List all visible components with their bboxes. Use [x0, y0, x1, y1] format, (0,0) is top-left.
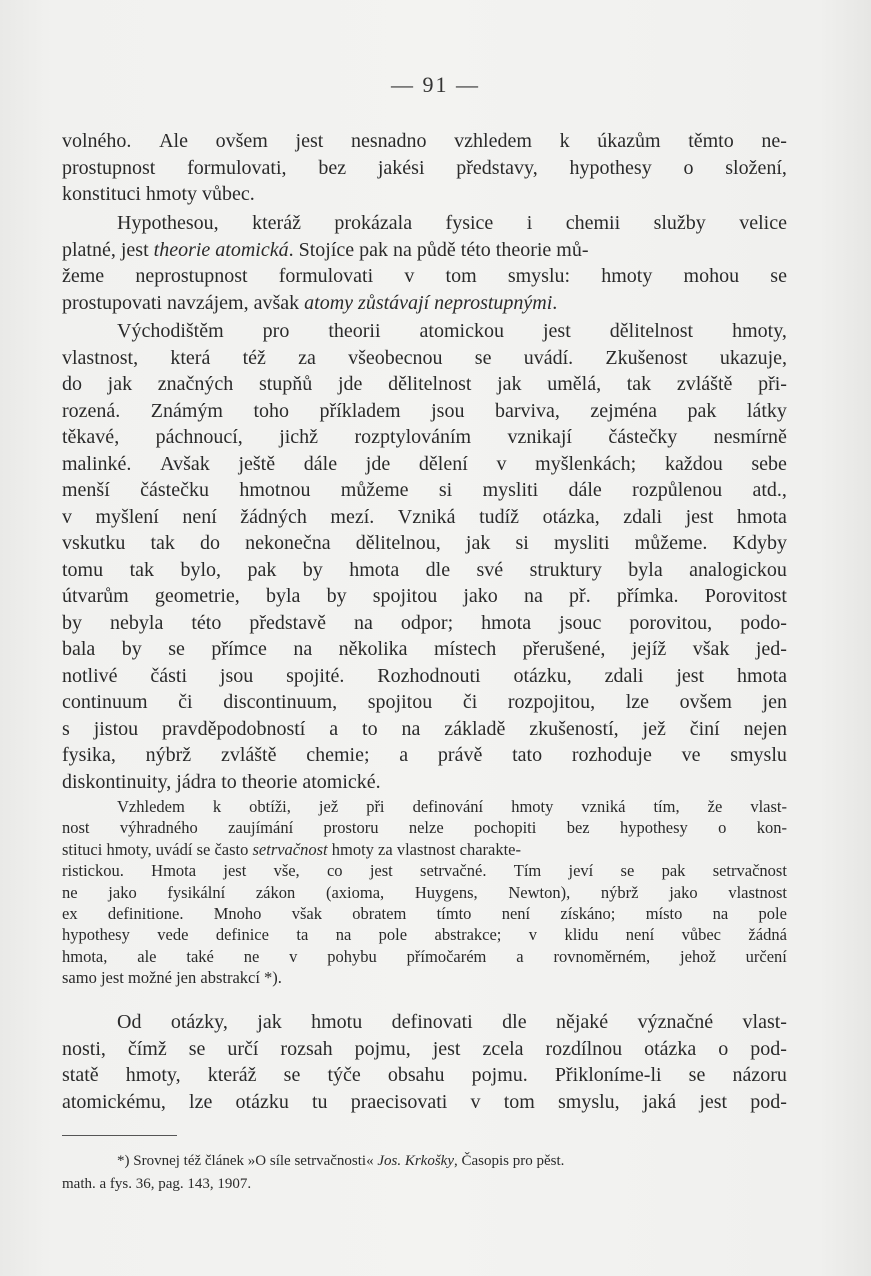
- text-line: volného. Ale ovšem jest nesnadno vzhledem k úkazům těmto ne-: [62, 130, 787, 152]
- text-line: Východištěm pro theorii atomickou jest dělitelnost hmoty,: [117, 320, 787, 342]
- text-line: Od otázky, jak hmotu definovati dle nějaké význačné vlast-: [117, 1011, 787, 1033]
- text-line: konstituci hmoty vůbec.: [62, 183, 255, 205]
- emphasis-text: theorie atomická: [153, 238, 289, 261]
- page-number: — 91 —: [391, 72, 480, 97]
- text-line: fysika, nýbrž zvláště chemie; a právě tato rozhoduje ve smyslu: [62, 744, 787, 766]
- text-line: ristickou. Hmota jest vše, co jest setrvačné. Tím jeví se pak setrvačnost: [62, 861, 787, 881]
- text-line: útvarům geometrie, byla by spojitou jako na př. přímka. Porovitost: [62, 585, 787, 607]
- text-line: math. a fys. 36, pag. 143, 1907.: [62, 1176, 252, 1192]
- text-line: platné, jest theorie atomická. Stojíce pak na půdě této theorie mů-: [62, 238, 589, 261]
- text-line: by nebyla této představě na odpor; hmota jsouc porovitou, podo-: [62, 611, 787, 634]
- footnote: [62, 1150, 787, 1196]
- emphasis-text: Jos. Krkošky: [377, 1153, 454, 1169]
- text-line: menší částečku hmotnou můžeme si mysliti dále rozpůlenou atd.,: [62, 479, 787, 501]
- text-line: do jak značných stupňů jde dělitelnost jak umělá, tak zvláště při-: [62, 373, 787, 395]
- text-line: hmota, ale také ne v pohybu přímočarém a rovnoměrném, jehož určení: [62, 946, 787, 966]
- text-line: v myšlení není žádných mezí. Vzniká tudíž otázka, zdali jest hmota: [62, 505, 787, 528]
- text-line: ne jako fysikální zákon (axioma, Huygens, Newton), nýbrž jako vlastnost: [62, 882, 787, 902]
- paragraph-1: [62, 128, 787, 208]
- text-line: continuum či discontinuum, spojitou či rozpojitou, lze ovšem jen: [62, 691, 787, 713]
- text-line: samo jest možné jen abstrakcí *).: [62, 968, 282, 988]
- text-line: rozená. Známým toho příkladem jsou barviva, zejména pak látky: [62, 399, 787, 422]
- text-line: bala by se přímce na několika místech přerušené, jejíž však jed-: [62, 638, 787, 660]
- text-line: vskutku tak do nekonečna dělitelnou, jak si mysliti můžeme. Kdyby: [62, 532, 787, 554]
- text-line: hypothesy vede definice ta na pole abstrakce; v klidu není vůbec žádná: [62, 925, 787, 945]
- text-line: těkavé, páchnoucí, jichž rozptylováním vznikají částečky nesmírně: [62, 426, 787, 448]
- text-line: nosti, čímž se určí rozsah pojmu, jest zcela rozdílnou otázka o pod-: [62, 1037, 787, 1060]
- footnote-divider: [62, 1135, 177, 1136]
- text-line: Vzhledem k obtíži, jež při definování hmoty vzniká tím, že vlast-: [117, 797, 787, 816]
- text-line: stituci hmoty, uvádí se často setrvačnost hmoty za vlastnost charakte-: [62, 839, 521, 859]
- text-line: *) Srovnej též článek »O síle setrvačnosti« Jos. Krkošky, Časopis pro pěst.: [117, 1153, 565, 1169]
- text-line: vlastnost, která též za všeobecnou se uvádí. Zkušenost ukazuje,: [62, 346, 787, 369]
- text-line: ex definitione. Mnoho však obratem tímto není získáno; místo na pole: [62, 903, 787, 923]
- paragraph-4: [62, 1009, 787, 1115]
- text-line: statě hmoty, kteráž se týče obsahu pojmu. Přikloníme-li se názoru: [62, 1064, 787, 1086]
- text-line: žeme neprostupnost formulovati v tom smyslu: hmoty mohou se: [62, 265, 787, 287]
- text-line: Hypothesou, kteráž prokázala fysice i chemii služby velice: [117, 212, 787, 234]
- paragraph-3: [62, 318, 787, 795]
- text-line: prostupovati navzájem, avšak atomy zůstávají neprostupnými.: [62, 291, 558, 314]
- text-line: notlivé části jsou spojité. Rozhodnouti otázku, zdali jest hmota: [62, 664, 787, 687]
- text-line: prostupnost formulovati, bez jakési představy, hypothesy o složení,: [62, 156, 787, 179]
- text-line: atomickému, lze otázku tu praecisovati v tom smyslu, jaká jest pod-: [62, 1090, 787, 1113]
- text-line: diskontinuity, jádra to theorie atomické.: [62, 770, 381, 793]
- text-line: s jistou pravděpodobností a to na základě zkušeností, jež činí nejen: [62, 717, 787, 740]
- emphasis-text: setrvačnost: [252, 839, 328, 859]
- text-line: nost výhradného zaujímání prostoru nelze pochopiti bez hypothesy o kon-: [62, 818, 787, 838]
- text-line: malinké. Avšak ještě dále jde dělení v myšlenkách; každou sebe: [62, 452, 787, 475]
- text-line: tomu tak bylo, pak by hmota dle své struktury byla analogickou: [62, 558, 787, 581]
- emphasis-text: atomy zůstávají neprostupnými: [304, 291, 553, 314]
- note-block: [62, 796, 787, 989]
- paragraph-2: [62, 210, 787, 316]
